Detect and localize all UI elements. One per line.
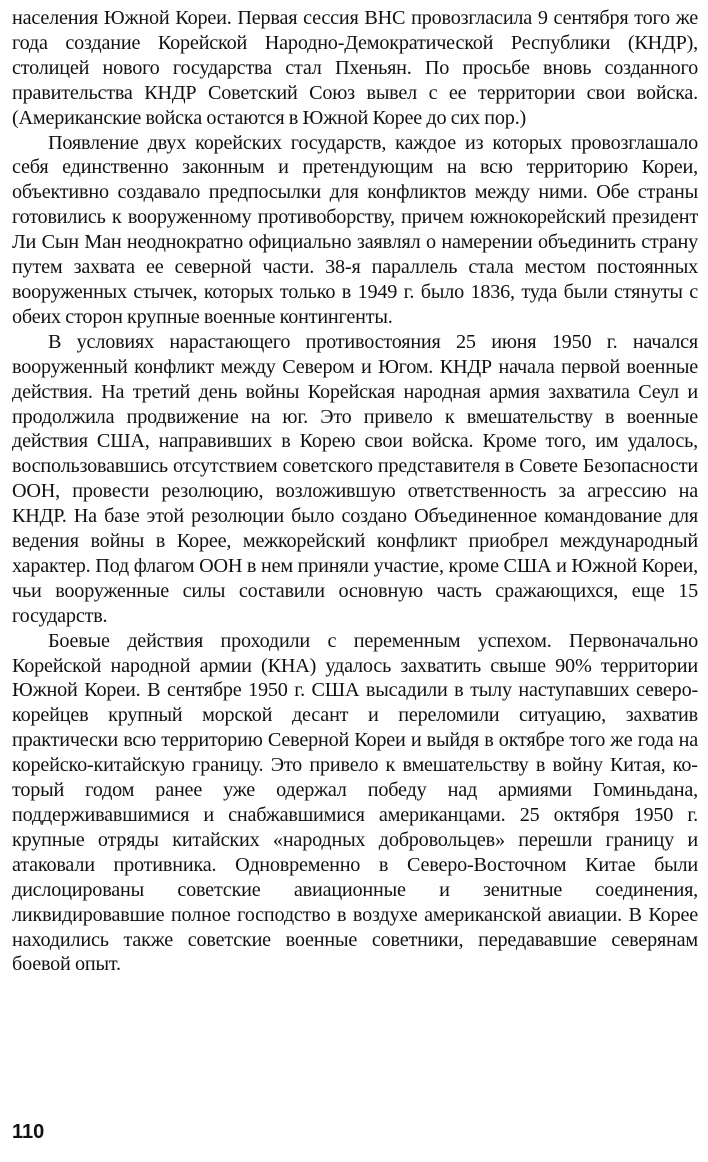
paragraph-3: В условиях нарастающего противостояния 25 июня 1950 г. начался вооруженный конфликт между Севером и Югом. КНДР начала первой военные действия. На третий день войны Корейская народная армия захватила Сеул и продолжила продвижение на юг. Это привело к вмешательству в военные действия США, направивших в Корею свои войска. Кроме того, им удалось, воспользовавшись отсутствием советского представителя в Совете Безопасности ООН, провести резолюцию, возложившую ответственность за агрессию на КНДР. На базе этой резолюции было создано Объединенное командование для ведения войны в Корее, межкорейский конфликт приобрел международный характер. Под флагом ООН в нем приняли участие, кроме США и Южной Кореи, чьи вооруженные силы составили основную часть сражающихся, еще 15 государств. (12, 330, 698, 627)
paragraph-4: Боевые действия проходили с переменным успехом. Первоначально Корейской народной армии (КНА) удалось захватить свыше 90% территории Южной Кореи. В сентябре 1950 г. США высадили в тылу наступавших северо-корейцев крупный морской десант и переломили ситуацию, захватив практически всю территорию Северной Кореи и выйдя в октябре того же года на корейско-китайскую границу. Это привело к вмешательству в войну Китая, который годом ранее уже одержал победу над армиями Гоминьдана, поддерживавшимися и снабжавшимися американцами. 25 октября 1950 г. крупные отряды китайских «народных добровольцев» перешли границу и атаковали противника. Одновременно в Северо-Восточном Китае были дислоцированы советские авиационные и зенитные соединения, ликвидировавшие полное господство в воздухе американской авиации. В Корее находились также советские военные советники, передававшие северянам боевой опыт. (12, 629, 698, 976)
page-number: 110 (12, 1121, 45, 1143)
paragraph-1: населения Южной Кореи. Первая сессия ВНС провозгласила 9 сентября того же года создание Корейской Народно-Демократической Республики (КНДР), столицей нового государства стал Пхеньян. По просьбе вновь созданного правительства КНДР Советский Союз вывел с ее территории свои войска. (Американские войска остаются в Южной Корее до сих пор.) (12, 7, 698, 129)
paragraph-2: Появление двух корейских государств, каждое из которых провозглашало себя единственно законным и претендующим на всю территорию Кореи, объективно создавало предпосылки для конфликтов между ними. Обе страны готовились к вооруженному противоборству, причем южнокорейский президент Ли Сын Ман неоднократно официально заявлял о намерении объединить страну путем захвата ее северной части. 38-я параллель стала местом постоянных вооруженных стычек, которых только в 1949 г. было 1836, туда были стянуты с обеих сторон крупные военные контингенты. (12, 131, 698, 328)
page-body (12, 6, 698, 977)
